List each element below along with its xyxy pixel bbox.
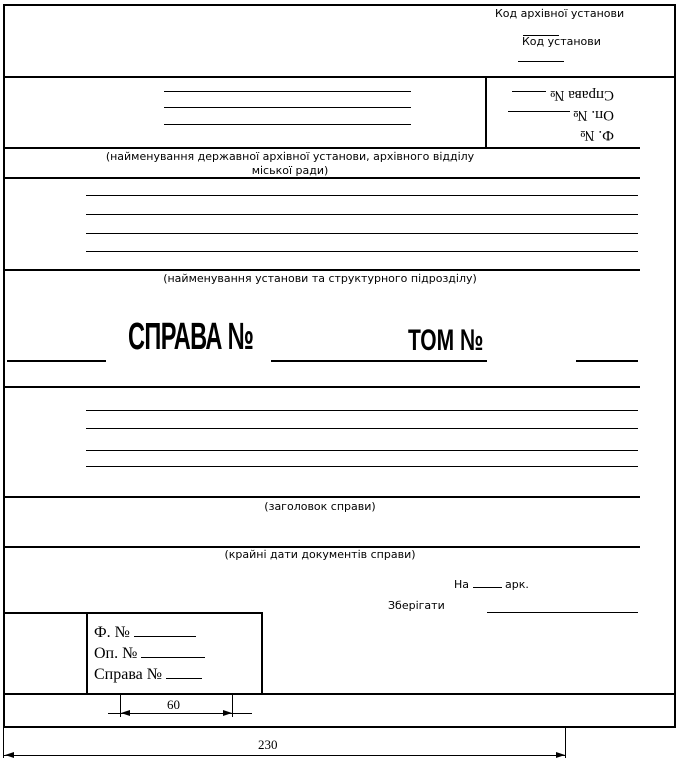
dim-230-arrow-left: [5, 752, 14, 758]
dim-230-left-tick: [3, 728, 4, 758]
stamp-case-label: Справа №: [94, 666, 163, 683]
dim-60-arrow-right: [223, 710, 232, 716]
dim-60-value: 60: [167, 697, 180, 712]
case-number-label: СПРАВА №: [128, 316, 254, 358]
stamp-fund: [94, 622, 205, 643]
title-line-2: [86, 428, 638, 429]
top-band-top-border: [3, 76, 676, 78]
spine-inventory: [488, 105, 618, 125]
archive-line-4: [86, 251, 638, 252]
sheets-count-line: [473, 587, 502, 588]
title-line-3: [86, 450, 638, 451]
stamp-fund-label: Ф. №: [94, 624, 130, 641]
institution-name-caption: (найменування установи та структурного підрозділу): [163, 272, 477, 285]
case-title-caption: (заголовок справи): [264, 500, 376, 513]
dim-230-right-tick: [565, 728, 566, 758]
title-line-4: [86, 466, 638, 467]
archive-line-3: [86, 233, 638, 234]
top-band-divider: [485, 76, 487, 148]
top-band-bottom-border: [3, 147, 640, 149]
archive-code-label: Код архівної установи: [495, 7, 625, 20]
extreme-dates-caption: (крайні дати документів справи): [224, 548, 416, 561]
dim-230-value: 230: [258, 737, 278, 752]
dim-60-arrow-left: [121, 710, 130, 716]
spine-fund: [488, 125, 618, 145]
top-band-line-2: [164, 107, 411, 108]
spine-case-line: [512, 91, 546, 92]
spine-block: [488, 79, 618, 145]
stamp-case: [94, 664, 205, 685]
sheets-field: [454, 578, 529, 591]
section-border-1: [3, 177, 640, 179]
section-border-2: [3, 269, 640, 271]
case-left-line: [7, 360, 106, 362]
bottom-border-line: [3, 693, 676, 695]
stamp-inventory-line: [141, 657, 205, 658]
institution-code-line: [518, 61, 564, 62]
dim-230-line: [4, 755, 565, 756]
spine-case: [488, 85, 618, 105]
archive-name-caption: (найменування державної архівної установи, архівного відділу міської ради): [105, 150, 475, 177]
title-line-1: [86, 410, 638, 411]
archive-line-1: [86, 195, 638, 196]
bottom-stamp-text: [94, 622, 205, 685]
institution-code-label: Код установи: [522, 35, 601, 48]
spine-inventory-line: [508, 111, 570, 112]
volume-label: ТОМ №: [408, 324, 484, 357]
top-band-line-1: [164, 91, 411, 92]
stamp-inventory-label: Оп. №: [94, 645, 138, 662]
volume-right-line: [576, 360, 638, 362]
sheets-suffix: арк.: [505, 578, 529, 591]
stamp-case-line: [166, 678, 202, 679]
dim-230-arrow-right: [556, 752, 565, 758]
spine-fund-label: Ф. №: [580, 127, 614, 143]
stamp-fund-line: [134, 636, 196, 637]
section-border-4: [3, 496, 640, 498]
sheets-prefix: На: [454, 578, 470, 591]
case-number-line: [271, 360, 487, 362]
top-band-line-3: [164, 124, 411, 125]
section-border-3: [3, 386, 640, 388]
stamp-inventory: [94, 643, 205, 664]
bottom-stamp-divider: [86, 612, 88, 694]
archive-line-2: [86, 214, 638, 215]
spine-inventory-label: Оп. №: [573, 107, 614, 123]
keep-line: [487, 612, 638, 613]
keep-label: Зберігати: [388, 599, 445, 612]
spine-case-label: Справа №: [550, 87, 614, 103]
